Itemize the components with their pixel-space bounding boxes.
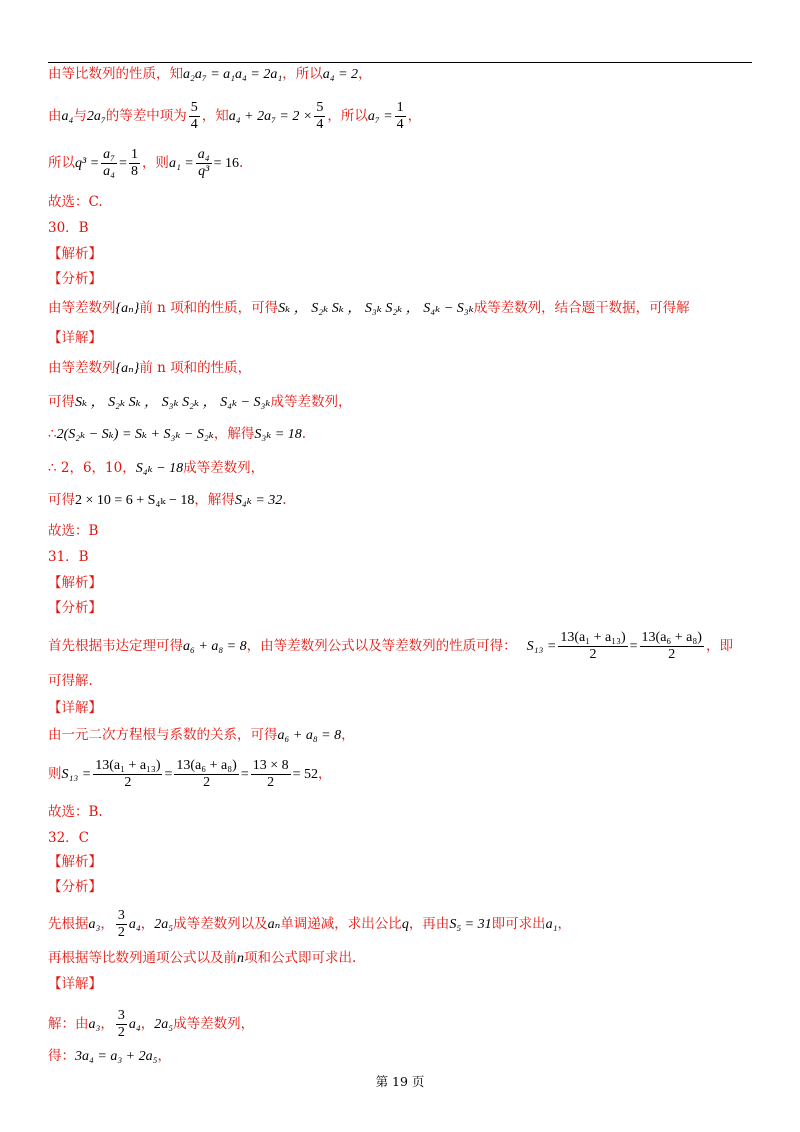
text: ，所以 <box>327 108 368 124</box>
denominator: 2 <box>267 775 275 790</box>
numerator: 5 <box>316 100 324 115</box>
numerator: 5 <box>190 100 198 115</box>
text-line-14 <box>48 490 287 511</box>
formula: 3a₄ = a₃ + 2a₅ <box>75 1049 158 1064</box>
fraction <box>395 100 406 133</box>
formula: S₁₃ = <box>526 639 557 654</box>
formula: a₄ = 2 <box>322 67 359 82</box>
section-heading: 【分析】 <box>48 879 102 895</box>
text: 的等差中项为 <box>105 108 187 124</box>
header-rule <box>48 62 752 63</box>
formula: {aₙ} <box>115 361 140 376</box>
formula: a₆ + a₈ = 8 <box>183 639 247 654</box>
text: ， <box>407 108 422 124</box>
numerator: a₇ <box>103 147 116 162</box>
text: ， <box>140 916 155 932</box>
formula: q³ = <box>75 156 100 171</box>
text: ∴ <box>48 426 57 442</box>
formula: 2a₅ <box>154 1017 174 1032</box>
formula: S₄ₖ = 32 <box>234 493 283 508</box>
section-heading: 【分析】 <box>48 600 102 616</box>
section-heading: 【详解】 <box>48 976 102 992</box>
denominator: 2 <box>589 647 597 662</box>
text: 成等差数列以及 <box>173 916 268 932</box>
text-line-3 <box>48 147 243 180</box>
text: ， <box>318 766 332 782</box>
formula: a₄ <box>128 1017 141 1032</box>
denominator: 2 <box>124 775 132 790</box>
text: ， <box>100 1016 114 1032</box>
formula: S₄ₖ − 18 <box>135 461 184 476</box>
formula: a₁ <box>545 917 558 932</box>
denominator: 4 <box>316 117 324 132</box>
text: 由 <box>48 108 62 124</box>
section-heading: 【分析】 <box>48 271 102 287</box>
text-line-20: 可得解. <box>48 673 93 689</box>
text: 可得 <box>48 492 75 508</box>
formula: aₙ <box>267 917 281 932</box>
fraction <box>314 100 325 133</box>
text: ∴ 2，6，10， <box>48 460 136 476</box>
text-line-10 <box>48 358 251 379</box>
fraction <box>189 100 200 133</box>
text: 再根据等比数列通项公式以及前 <box>48 950 237 966</box>
text: 可得 <box>48 394 75 410</box>
fraction <box>101 147 117 180</box>
numerator: 3 <box>117 1008 125 1023</box>
formula: a₃ <box>88 1017 101 1032</box>
text: ， <box>157 1048 171 1064</box>
text: . <box>301 426 307 442</box>
text: . <box>282 492 287 508</box>
answer-line: 故选：B <box>48 523 99 539</box>
formula: a₃ <box>88 917 101 932</box>
text: ，即 <box>705 638 733 654</box>
formula: Sₖ ， S₂ₖ Sₖ ， S₃ₖ S₂ₖ ， S₄ₖ − S₃ₖ <box>278 301 474 316</box>
text: ，再由 <box>408 916 450 932</box>
text-line-32 <box>48 1046 171 1067</box>
text: 由等差数列 <box>48 360 116 376</box>
fraction <box>116 1008 127 1041</box>
text: ，解得 <box>213 426 255 442</box>
text: 项和公式即可求出. <box>244 950 357 966</box>
fraction <box>116 908 127 941</box>
text-line-28 <box>48 908 571 941</box>
text-line-12 <box>48 424 306 445</box>
formula: a₆ + a₈ = 8 <box>277 728 342 743</box>
formula: a₄ <box>128 917 141 932</box>
text: 则 <box>48 766 62 782</box>
question-number: 31．B <box>48 549 89 565</box>
text: 由等比数列的性质，知 <box>48 66 183 82</box>
formula: = 52 <box>292 767 319 782</box>
formula: = 16 <box>213 156 240 171</box>
text: ，知 <box>201 108 229 124</box>
text: 首先根据韦达定理可得 <box>48 638 183 654</box>
text: . <box>239 155 244 171</box>
text: ， <box>100 916 114 932</box>
text: 即可求出 <box>491 916 546 932</box>
formula: a₇ = <box>367 109 393 124</box>
formula: = <box>629 639 638 654</box>
formula: = <box>119 156 127 171</box>
text: 单调递减，求出公比 <box>280 916 402 932</box>
denominator: 2 <box>117 1025 125 1040</box>
numerator: a₄ <box>197 147 210 162</box>
formula: = <box>240 767 249 782</box>
denominator: 4 <box>396 117 404 132</box>
formula: 2a₅ <box>154 917 174 932</box>
formula: S₅ = 31 <box>449 917 492 932</box>
text-line-22 <box>48 725 355 746</box>
denominator: 2 <box>668 647 676 662</box>
text-line-11 <box>48 392 352 413</box>
text: ，所以 <box>282 66 323 82</box>
question-number: 32．C <box>48 830 90 846</box>
denominator: q³ <box>198 164 210 179</box>
text: 前 n 项和的性质， <box>139 360 252 376</box>
formula: = <box>164 767 173 782</box>
text: 先根据 <box>48 916 89 932</box>
text-line-8 <box>48 298 690 319</box>
text: ，由等差数列公式以及等差数列的性质可得： <box>246 638 517 654</box>
numerator: 3 <box>117 908 125 923</box>
text: 由等差数列 <box>48 300 116 316</box>
text: 解：由 <box>48 1016 89 1032</box>
fraction <box>174 758 238 791</box>
page-number: 第 19 页 <box>375 1074 425 1089</box>
denominator: 2 <box>203 775 211 790</box>
formula: 2 × 10 = 6 + S₄ₖ − 18 <box>75 493 195 508</box>
numerator: 13(a₆ + a₈) <box>641 630 702 645</box>
text: 前 n 项和的性质，可得 <box>139 300 279 316</box>
section-heading: 【解析】 <box>48 246 102 262</box>
numerator: 1 <box>396 100 404 115</box>
numerator: 13(a₁ + a₁₃) <box>95 758 161 773</box>
fraction <box>93 758 162 791</box>
formula: a₁ = <box>168 156 194 171</box>
formula: Sₖ ， S₂ₖ Sₖ ， S₃ₖ S₂ₖ ， S₄ₖ − S₃ₖ <box>75 395 271 410</box>
section-heading: 【解析】 <box>48 854 102 870</box>
question-number: 30．B <box>48 220 89 236</box>
answer-line: 故选：B. <box>48 804 103 820</box>
section-heading: 【解析】 <box>48 575 102 591</box>
text: 与 <box>73 108 87 124</box>
answer-line: 故选：C. <box>48 194 103 210</box>
formula: S₃ₖ = 18 <box>254 427 302 442</box>
formula: a₂a₇ = a₁a₄ = 2a₁ <box>183 67 283 82</box>
text: 得： <box>48 1048 75 1064</box>
numerator: 13 × 8 <box>252 758 289 773</box>
text: ， <box>557 916 572 932</box>
text: ， <box>140 1016 155 1032</box>
fraction <box>196 147 212 180</box>
text-line-23 <box>48 758 332 791</box>
formula: S₁₃ = <box>61 767 92 782</box>
fraction <box>558 630 627 663</box>
formula: {aₙ} <box>115 301 140 316</box>
numerator: 1 <box>130 147 138 162</box>
denominator: 8 <box>130 164 138 179</box>
denominator: 4 <box>190 117 198 132</box>
text-line-19 <box>48 630 733 663</box>
text-line-13 <box>48 458 264 479</box>
formula: q <box>401 917 409 932</box>
text: ，则 <box>141 155 169 171</box>
formula: n <box>237 951 244 966</box>
text: ， <box>341 727 355 743</box>
text-line-2 <box>48 100 421 133</box>
section-heading: 【详解】 <box>48 700 102 716</box>
text: ， <box>358 66 372 82</box>
fraction <box>129 147 140 180</box>
text: 由一元二次方程根与系数的关系，可得 <box>48 727 278 743</box>
text: 成等差数列， <box>173 1016 255 1032</box>
text-line-1 <box>48 64 372 85</box>
text-line-31 <box>48 1008 254 1041</box>
denominator: a₄ <box>103 164 116 179</box>
text: 成等差数列，结合题干数据，可得解 <box>473 300 690 316</box>
numerator: 13(a₁ + a₁₃) <box>560 630 626 645</box>
formula: 2(S₂ₖ − Sₖ) = Sₖ + S₃ₖ − S₂ₖ <box>56 427 214 442</box>
formula: 2a₇ <box>86 109 106 124</box>
text: ，解得 <box>194 492 235 508</box>
section-heading: 【详解】 <box>48 330 102 346</box>
text: 成等差数列， <box>270 394 352 410</box>
denominator: 2 <box>117 925 125 940</box>
fraction <box>640 630 704 663</box>
formula: a₄ + 2a₇ = 2 × <box>228 109 313 124</box>
formula: a₄ <box>61 109 74 124</box>
text: 成等差数列， <box>183 460 265 476</box>
text: 所以 <box>48 155 75 171</box>
numerator: 13(a₆ + a₈) <box>176 758 237 773</box>
text-line-29 <box>48 948 356 969</box>
fraction <box>251 758 291 791</box>
